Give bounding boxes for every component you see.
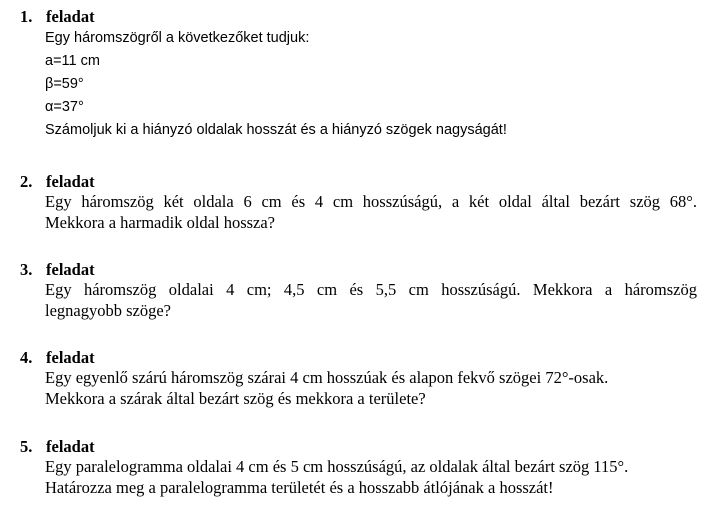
task-text-line: Egy egyenlő szárú háromszög szárai 4 cm hosszúak és alapon fekvő szögei 72°-osak. <box>45 368 609 387</box>
task-title: feladat <box>46 260 95 279</box>
task-title: feladat <box>46 172 95 191</box>
task-text-line: Egy háromszög két oldala 6 cm és 4 cm hosszúságú, a két oldal által bezárt szög 68°. <box>45 192 697 211</box>
task-text-line: Egy háromszögről a következőket tudjuk: <box>45 30 310 46</box>
task-number: 2. <box>20 172 33 191</box>
task-question: Mekkora a szárak által bezárt szög és mekkora a területe? <box>45 389 426 408</box>
task-title: feladat <box>46 437 95 456</box>
given-angle-alpha: α=37° <box>45 99 84 115</box>
task-heading <box>20 172 95 192</box>
task-title: feladat <box>46 348 95 367</box>
task-text-line: Egy háromszög oldalai 4 cm; 4,5 cm és 5,5 cm hosszúságú. Mekkora a háromszög <box>45 280 697 299</box>
task-number: 3. <box>20 260 33 279</box>
task-title: feladat <box>46 7 95 26</box>
task-heading <box>20 348 95 368</box>
task-question: Határozza meg a paralelogramma területét és a hosszabb átlójának a hosszát! <box>45 478 554 497</box>
task-heading <box>20 437 95 457</box>
task-question: Mekkora a harmadik oldal hossza? <box>45 213 276 232</box>
given-side-a: a=11 cm <box>45 53 100 69</box>
task-number: 1. <box>20 7 33 26</box>
task-heading <box>20 7 95 27</box>
given-angle-beta: β=59° <box>45 76 84 92</box>
task-number: 5. <box>20 437 33 456</box>
task-question: legnagyobb szöge? <box>45 301 171 320</box>
task-question: Számoljuk ki a hiányzó oldalak hosszát és a hiányzó szögek nagyságát! <box>45 122 507 138</box>
task-text-line: Egy paralelogramma oldalai 4 cm és 5 cm hosszúságú, az oldalak által bezárt szög 115°. <box>45 457 629 476</box>
task-heading <box>20 260 95 280</box>
task-number: 4. <box>20 348 33 367</box>
